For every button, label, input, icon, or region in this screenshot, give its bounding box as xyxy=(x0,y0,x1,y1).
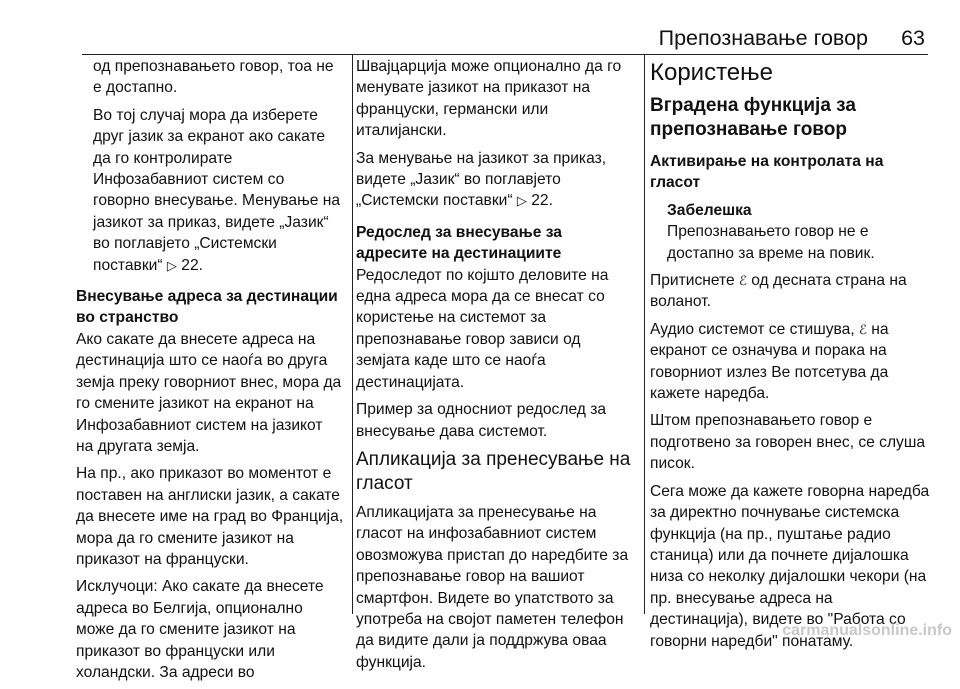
paragraph: Штом препознавањето говор е подготвено за говорен внес, се слуша писок. xyxy=(650,412,926,473)
section-heading: Внесување адреса за дестинации во странство xyxy=(76,288,338,327)
paragraph: Притиснете ℰ од десната страна на воланот. xyxy=(650,272,907,311)
arrow-ref-icon: ▷ xyxy=(166,257,177,273)
column-2 xyxy=(356,56,636,679)
note-box xyxy=(650,200,930,264)
column-1 xyxy=(76,56,344,689)
voice-control-icon: ℰ xyxy=(859,321,867,337)
section-heading: Вградена функција за препознавање говор xyxy=(650,95,856,140)
section-heading: Апликација за пренесување на гласот xyxy=(356,448,631,494)
column-divider-1 xyxy=(352,54,353,614)
voice-control-icon: ℰ xyxy=(739,273,747,289)
page-header xyxy=(0,0,960,50)
paragraph: од препознавањето говор, тоа не е достапно. xyxy=(93,58,334,97)
paragraph: Аудио системот се стишува, ℰ на екранот се означува и порака на говорниот излез Ве потсетува да кажете наредба. xyxy=(650,320,889,403)
note-title: Забелешка xyxy=(667,201,752,219)
paragraph: Апликацијата за пренесување на гласот на инфозабавниот систем овозможува пристап до наредбите за препознавање говор на вашиот смартфон. Видете во упатството за употреба на својот паметен телефон да видите дали ја поддржува оваа функција. xyxy=(356,503,629,671)
page-number: 63 xyxy=(901,26,925,50)
paragraph: Ако сакате да внесете адреса на дестинација што се наоѓа во друга земја преку говорниот внес, мора да го смените јазикот на екранот на Инфозабавниот систем на јазикот на другата земја. xyxy=(76,330,342,455)
paragraph: Пример за односниот редослед за внесување дава системот. xyxy=(356,401,607,440)
watermark: carmanualsonline.info xyxy=(782,622,952,639)
column-3 xyxy=(650,56,930,658)
header-rule xyxy=(82,54,928,55)
paragraph: Швајцарција може опционално да го менувате јазикот на приказот на француски, германски или италијански. xyxy=(356,58,622,140)
chapter-title: Користење xyxy=(650,59,773,86)
note-text: Препознавањето говор не е достапно за време на повик. xyxy=(667,223,875,262)
paragraph: Сега може да кажете говорна наредба за директно почнување системска функција (на пр., пуштање радио станица) или да почнете дијалошка низа со неколку дијалошки чекори (на пр. внесување адреса на дестинација), видете во "Работа со говорни наредби" понатаму. xyxy=(650,482,930,650)
section-heading: Редослед за внесување за адресите на дестинациите xyxy=(356,223,562,263)
page-reference[interactable]: 22. xyxy=(531,192,553,210)
running-title: Препознавање говор xyxy=(658,26,868,50)
arrow-ref-icon: ▷ xyxy=(516,193,527,209)
page-reference[interactable]: 22. xyxy=(181,256,203,274)
paragraph: Исклучоци: Ако сакате да внесете адреса во Белгија, опционално може да го смените јазикот на приказот во француски или холандски. За адреси во xyxy=(76,578,324,681)
paragraph: На пр., ако приказот во моментот е поставен на англиски јазик, а сакате да внесете име на град во Франција, мора да го смените јазикот на приказот на француски. xyxy=(76,465,344,568)
paragraph: За менување на јазикот за приказ, видете „Јазик“ во поглавјето „Системски поставки“ ▷ 22. xyxy=(356,148,636,212)
subsection-heading: Активирање на контролата на гласот xyxy=(650,153,884,192)
column-divider-2 xyxy=(644,54,645,614)
paragraph: Во тој случај мора да изберете друг јазик за екранот ако сакате да го контролирате Инфозабавниот систем со говорно внесување. Менување на јазикот за приказ, видете „Јазик“ во поглавјето „Системски поставки“ ▷ 22. xyxy=(76,105,344,276)
paragraph: Редоследот по којшто деловите на една адреса мора да се внесат со користење на системот за препознавање говор зависи од земјата каде што се наоѓа дестинацијата. xyxy=(356,266,609,391)
